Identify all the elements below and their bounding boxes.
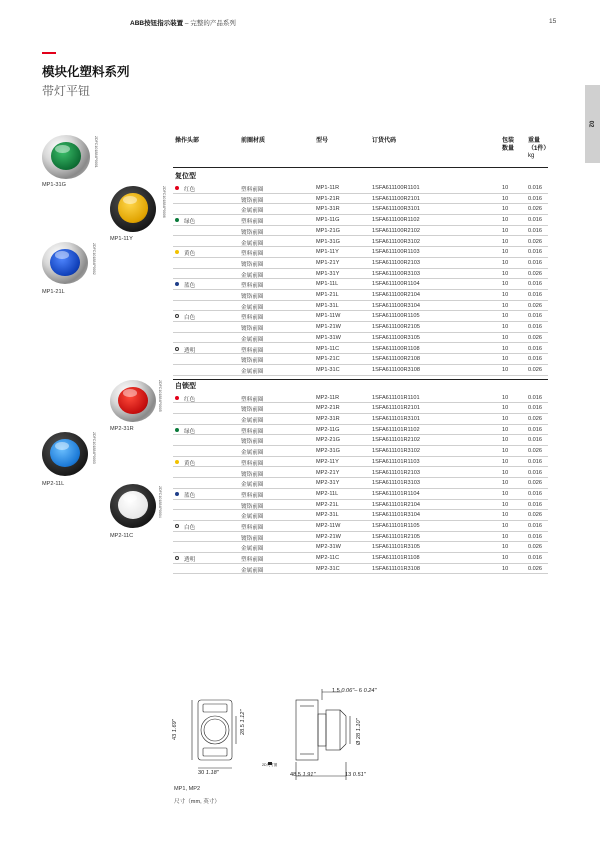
- cell-color: 黄色: [184, 460, 196, 467]
- cell-order-code: 1SFA611101R1104: [372, 490, 420, 497]
- cell-weight: 0.016: [528, 292, 542, 298]
- cell-order-code: 1SFA611101R1101: [372, 394, 420, 401]
- cell-weight: 0.026: [528, 366, 542, 373]
- table-row: [173, 414, 548, 425]
- front-view-bezel: [201, 716, 229, 744]
- section-tab: [585, 85, 600, 163]
- product-code: 2DFC101884P0002: [92, 243, 96, 275]
- cell-order-code: 1SFA611100R1108: [372, 345, 420, 352]
- front-view-top-clip: [203, 704, 227, 712]
- cell-weight: 0.016: [528, 313, 542, 320]
- cell-pack-qty: 10: [502, 185, 509, 191]
- cell-type: MP2-11L: [316, 490, 339, 497]
- cell-type: MP1-21R: [316, 195, 340, 202]
- color-dot-icon: [175, 460, 179, 464]
- table-row: [173, 403, 548, 414]
- col-header-operator: 操作头部: [175, 138, 200, 144]
- cell-pack-qty: 10: [502, 405, 509, 412]
- product-code: 2DFC101884P0004: [158, 486, 162, 518]
- cell-weight: 0.016: [528, 227, 542, 234]
- product-photo-green: [42, 135, 90, 179]
- product-code: 2DFC101884P0001: [94, 136, 98, 168]
- table-rule: [173, 167, 548, 168]
- cell-weight: 0.026: [528, 512, 542, 519]
- cell-color: 蓝色: [184, 492, 196, 499]
- table-row: [173, 311, 548, 322]
- product-photo-blue: [42, 242, 88, 284]
- table-row: [173, 521, 548, 532]
- cell-type: MP2-11R: [316, 394, 340, 401]
- cell-order-code: 1SFA611100R1103: [372, 249, 420, 256]
- cell-order-code: 1SFA611101R2103: [372, 469, 420, 476]
- color-dot-icon: [175, 186, 179, 190]
- cell-color: 黄色: [184, 251, 196, 258]
- product-label: MP1-11Y: [110, 236, 133, 242]
- cell-pack-qty: 10: [502, 490, 509, 497]
- color-dot-icon: [175, 492, 179, 496]
- cell-bezel: 塑料前圈: [241, 460, 264, 467]
- cell-type: MP1-11G: [316, 217, 340, 224]
- cell-bezel: 金属前圈: [241, 240, 264, 247]
- product-label: MP2-11C: [110, 533, 134, 539]
- cell-bezel: 镀铬前圈: [241, 471, 264, 478]
- cell-pack-qty: 10: [502, 458, 509, 465]
- accent-bar: [42, 52, 56, 54]
- cell-weight: 0.016: [528, 281, 542, 288]
- cell-pack-qty: 10: [502, 238, 509, 245]
- table-row: [173, 279, 548, 290]
- cell-order-code: 1SFA611101R3103: [372, 480, 420, 487]
- cell-order-code: 1SFA611101R1105: [372, 523, 420, 529]
- cell-type: MP1-31L: [316, 302, 339, 309]
- cell-type: MP1-31G: [316, 238, 340, 245]
- cell-weight: 0.016: [528, 249, 542, 256]
- cell-type: MP1-11Y: [316, 249, 339, 256]
- cell-order-code: 1SFA611100R3108: [372, 366, 420, 373]
- cell-pack-qty: 10: [502, 394, 509, 401]
- color-dot-icon: [175, 250, 179, 254]
- color-dot-icon: [175, 428, 179, 432]
- product-photo-lightblue: [42, 432, 88, 476]
- cell-order-code: 1SFA611101R3108: [372, 565, 420, 572]
- cell-pack-qty: 10: [502, 416, 509, 422]
- cell-bezel: 镀铬前圈: [241, 197, 264, 204]
- cell-bezel: 金属前圈: [241, 418, 264, 424]
- col-header-pack-line1: 包装: [502, 138, 515, 144]
- product-label: MP1-31G: [42, 182, 66, 188]
- front-view-bottom-clip: [203, 748, 227, 756]
- side-view-body: [296, 700, 318, 760]
- cell-type: MP1-21L: [316, 292, 339, 298]
- side-view-bezel: [326, 710, 340, 750]
- cell-pack-qty: 10: [502, 292, 509, 298]
- table-row: [173, 393, 548, 404]
- cell-bezel: 塑料前圈: [241, 492, 264, 499]
- cell-type: MP2-21R: [316, 405, 340, 412]
- cell-weight: 0.026: [528, 302, 542, 309]
- col-header-type: 型号: [316, 138, 329, 144]
- color-dot-icon: [175, 218, 179, 222]
- cell-bezel: 镀铬前圈: [241, 261, 264, 268]
- cell-type: MP1-31Y: [316, 270, 340, 277]
- cell-pack-qty: 10: [502, 480, 509, 487]
- table-row: [173, 237, 548, 248]
- col-header-order: 订货代码: [372, 138, 397, 144]
- table-row: [173, 564, 548, 575]
- cell-pack-qty: 10: [502, 195, 509, 202]
- cell-weight: 0.016: [528, 555, 542, 562]
- cell-weight: 0.016: [528, 523, 542, 529]
- cell-type: MP2-11G: [316, 426, 340, 433]
- cell-bezel: 塑料前圈: [241, 396, 264, 403]
- cell-bezel: 塑料前圈: [241, 283, 264, 290]
- cell-color: 红色: [184, 187, 196, 193]
- table-row: [173, 247, 548, 258]
- cell-pack-qty: 10: [502, 555, 509, 562]
- table-row: [173, 215, 548, 226]
- front-view-cap: [204, 719, 226, 741]
- cell-order-code: 1SFA611101R2105: [372, 533, 420, 540]
- cell-weight: 0.016: [528, 345, 542, 352]
- cell-order-code: 1SFA611101R3105: [372, 544, 420, 551]
- cell-bezel: 金属前圈: [241, 368, 264, 375]
- cell-weight: 0.016: [528, 356, 542, 363]
- table-row: [173, 204, 548, 215]
- cell-bezel: 金属前圈: [241, 514, 264, 521]
- color-dot-icon: [175, 396, 179, 400]
- cell-order-code: 1SFA611101R3101: [372, 416, 420, 422]
- cell-type: MP2-11C: [316, 555, 340, 562]
- cell-weight: 0.026: [528, 480, 542, 487]
- cell-bezel: 镀铬前圈: [241, 294, 264, 300]
- cell-weight: 0.026: [528, 544, 542, 551]
- col-header-weight-unit: kg: [528, 153, 535, 159]
- cell-bezel: 镀铬前圈: [241, 326, 264, 333]
- cell-type: MP1-11L: [316, 281, 339, 288]
- cell-order-code: 1SFA611101R2101: [372, 405, 420, 412]
- product-label: MP2-11L: [42, 481, 65, 487]
- cell-type: MP2-11W: [316, 523, 341, 529]
- cell-weight: 0.026: [528, 270, 542, 277]
- cell-bezel: 镀铬前圈: [241, 439, 264, 446]
- product-label: MP2-31R: [110, 426, 134, 432]
- table-row: [173, 489, 548, 500]
- col-header-pack-line2: 数量: [502, 145, 515, 152]
- product-photo-clear: [110, 484, 156, 528]
- cell-pack-qty: 10: [502, 302, 509, 309]
- product-code: 2DFC101884P0003: [92, 432, 96, 464]
- cell-type: MP2-31Y: [316, 480, 340, 487]
- cell-type: MP2-21G: [316, 437, 340, 444]
- table-row: [173, 542, 548, 553]
- cell-bezel: 金属前圈: [241, 482, 264, 489]
- cell-pack-qty: 10: [502, 249, 509, 256]
- table-row: [173, 553, 548, 564]
- cell-bezel: 塑料前圈: [241, 557, 264, 564]
- table-row: [173, 344, 548, 355]
- cell-type: MP1-21C: [316, 356, 340, 363]
- cell-order-code: 1SFA611101R2102: [372, 437, 420, 444]
- cell-bezel: 金属前圈: [241, 208, 264, 215]
- cell-type: MP2-31W: [316, 544, 341, 551]
- dim-diameter: Ø 28 1.10": [356, 718, 362, 745]
- cell-weight: 0.016: [528, 394, 542, 401]
- cell-weight: 0.026: [528, 206, 542, 213]
- cell-weight: 0.016: [528, 426, 542, 433]
- product-label: MP1-21L: [42, 289, 65, 295]
- cell-bezel: 镀铬前圈: [241, 503, 264, 510]
- cell-type: MP2-31L: [316, 512, 339, 519]
- cell-type: MP1-21G: [316, 227, 340, 234]
- color-dot-icon: [175, 282, 179, 286]
- cell-color: 蓝色: [184, 283, 196, 290]
- cell-pack-qty: 10: [502, 206, 509, 213]
- dim-top: 1.5 0.06"– 6 0.24": [332, 688, 377, 694]
- cell-weight: 0.016: [528, 490, 542, 497]
- table-row: [173, 532, 548, 543]
- cell-type: MP1-31W: [316, 334, 341, 341]
- cell-color: 透明: [184, 347, 196, 354]
- cell-color: 绿色: [184, 428, 196, 435]
- cell-order-code: 1SFA611100R2105: [372, 324, 420, 331]
- table-row: [173, 468, 548, 479]
- table-row: [173, 301, 548, 312]
- cell-bezel: 塑料前圈: [241, 219, 264, 226]
- cell-color: 白色: [184, 525, 196, 531]
- cell-weight: 0.016: [528, 217, 542, 224]
- cell-type: MP2-21L: [316, 501, 339, 508]
- cell-pack-qty: 10: [502, 533, 509, 540]
- dim-length: 48.5 1.91": [290, 772, 316, 778]
- cell-bezel: 金属前圈: [241, 336, 264, 343]
- cell-weight: 0.026: [528, 416, 542, 422]
- cell-order-code: 1SFA611100R3101: [372, 206, 420, 213]
- cell-weight: 0.016: [528, 259, 542, 266]
- section-tab-label: 02: [587, 120, 594, 128]
- table-row: [173, 354, 548, 365]
- cell-type: MP1-11R: [316, 185, 340, 191]
- table-row: [173, 258, 548, 269]
- cell-order-code: 1SFA611100R2102: [372, 227, 420, 234]
- cell-weight: 0.016: [528, 185, 542, 191]
- table-row: [173, 333, 548, 344]
- cell-bezel: 塑料前圈: [241, 251, 264, 258]
- cell-order-code: 1SFA611100R2103: [372, 259, 420, 266]
- cell-bezel: 镀铬前圈: [241, 407, 264, 414]
- cell-pack-qty: 10: [502, 512, 509, 519]
- cell-weight: 0.016: [528, 437, 542, 444]
- cell-type: MP2-11Y: [316, 458, 339, 465]
- cell-pack-qty: 10: [502, 523, 509, 529]
- color-dot-icon: [175, 524, 179, 528]
- cell-pack-qty: 10: [502, 259, 509, 266]
- table-row: [173, 500, 548, 511]
- cell-order-code: 1SFA611100R1102: [372, 217, 420, 224]
- cell-color: 透明: [184, 557, 196, 564]
- cell-bezel: 镀铬前圈: [241, 358, 264, 365]
- table-row: [173, 478, 548, 489]
- table-row: [173, 425, 548, 436]
- cell-type: MP2-21Y: [316, 469, 340, 476]
- cell-type: MP1-11C: [316, 345, 340, 352]
- cell-type: MP1-11W: [316, 313, 341, 320]
- cell-bezel: 塑料前圈: [241, 428, 264, 435]
- product-code: 2DFC101884P0006: [162, 186, 166, 218]
- cell-type: MP1-31R: [316, 206, 340, 213]
- cell-bezel: 塑料前圈: [241, 315, 264, 322]
- color-dot-icon: [175, 314, 179, 318]
- cell-pack-qty: 10: [502, 469, 509, 476]
- cell-pack-qty: 10: [502, 270, 509, 277]
- col-header-pack: [502, 138, 514, 153]
- drawing-caption-models: MP1, MP2: [174, 786, 201, 792]
- table-row: [173, 183, 548, 194]
- cell-pack-qty: 10: [502, 356, 509, 363]
- cell-order-code: 1SFA611100R3102: [372, 238, 420, 245]
- cell-weight: 0.016: [528, 533, 542, 540]
- cell-pack-qty: 10: [502, 501, 509, 508]
- col-header-weight: [528, 138, 549, 161]
- header-brand: ABB按钮指示装置: [130, 20, 184, 27]
- drawing-caption-units: 尺寸（mm, 英寸）: [174, 799, 220, 805]
- cell-bezel: 金属前圈: [241, 272, 264, 279]
- running-header: [130, 18, 236, 27]
- cell-pack-qty: 10: [502, 334, 509, 341]
- cell-order-code: 1SFA611100R1101: [372, 185, 420, 191]
- cell-pack-qty: 10: [502, 217, 509, 224]
- table-row: [173, 510, 548, 521]
- cell-weight: 0.016: [528, 501, 542, 508]
- cell-pack-qty: 10: [502, 324, 509, 331]
- cell-order-code: 1SFA611101R2104: [372, 501, 420, 508]
- cell-pack-qty: 10: [502, 227, 509, 234]
- cell-weight: 0.016: [528, 405, 542, 412]
- cell-bezel: 塑料前圈: [241, 347, 264, 354]
- cell-order-code: 1SFA611101R1108: [372, 555, 420, 562]
- cell-bezel: 塑料前圈: [241, 525, 264, 531]
- cell-pack-qty: 10: [502, 544, 509, 551]
- table-row: [173, 435, 548, 446]
- col-header-weight-line1: 重量: [528, 138, 541, 144]
- cell-type: MP1-21Y: [316, 259, 340, 266]
- dim-end: 13 0.51": [345, 772, 366, 778]
- product-photo-yellow: [110, 186, 156, 232]
- dim-height: 43 1.69": [172, 719, 178, 740]
- cell-bezel: 镀铬前圈: [241, 229, 264, 236]
- table-row: [173, 365, 548, 376]
- cell-weight: 0.016: [528, 458, 542, 465]
- cell-order-code: 1SFA611100R1104: [372, 281, 420, 288]
- cell-order-code: 1SFA611100R3104: [372, 302, 420, 309]
- header-section: – 完整的产品系列: [184, 20, 236, 27]
- cell-order-code: 1SFA611100R3105: [372, 334, 420, 341]
- cell-pack-qty: 10: [502, 426, 509, 433]
- cell-order-code: 1SFA611101R3104: [372, 512, 420, 519]
- product-photo-red: [110, 380, 156, 422]
- cell-pack-qty: 10: [502, 366, 509, 373]
- cell-pack-qty: 10: [502, 281, 509, 288]
- table-row: [173, 322, 548, 333]
- table-row: [173, 269, 548, 280]
- cell-bezel: 金属前圈: [241, 567, 264, 574]
- dim-small-note: 2D尺寸图: [262, 763, 278, 767]
- table-row: [173, 446, 548, 457]
- cell-color: 绿色: [184, 219, 196, 226]
- product-code: 2DFC101884P0005: [158, 380, 162, 412]
- dim-width: 30 1.18": [198, 770, 219, 776]
- cell-bezel: 塑料前圈: [241, 187, 264, 193]
- dim-inner: 28.5 1.12": [240, 709, 246, 735]
- cell-weight: 0.016: [528, 324, 542, 331]
- page-title: 模块化塑料系列: [42, 65, 130, 79]
- col-header-bezel: 前圈材质: [241, 138, 266, 144]
- cell-order-code: 1SFA611100R2104: [372, 292, 420, 298]
- cell-pack-qty: 10: [502, 345, 509, 352]
- cell-order-code: 1SFA611100R2108: [372, 356, 420, 363]
- cell-order-code: 1SFA611100R1105: [372, 313, 420, 320]
- cell-type: MP2-31G: [316, 448, 340, 455]
- cell-color: 红色: [184, 396, 196, 403]
- table-row: [173, 194, 548, 205]
- cell-type: MP2-21W: [316, 533, 341, 540]
- cell-weight: 0.026: [528, 238, 542, 245]
- cell-pack-qty: 10: [502, 565, 509, 572]
- col-header-weight-line2: （1件）: [528, 145, 550, 152]
- cell-bezel: 镀铬前圈: [241, 535, 264, 542]
- section-title: 自锁型: [175, 382, 196, 390]
- cell-pack-qty: 10: [502, 448, 509, 455]
- page-subtitle: 带灯平钮: [42, 84, 91, 98]
- cell-bezel: 金属前圈: [241, 450, 264, 457]
- table-row: [173, 457, 548, 468]
- table-row: [173, 290, 548, 301]
- cell-order-code: 1SFA611101R1103: [372, 458, 420, 465]
- cell-pack-qty: 10: [502, 313, 509, 320]
- cell-type: MP2-31R: [316, 416, 340, 422]
- cell-order-code: 1SFA611100R2101: [372, 195, 420, 202]
- cell-order-code: 1SFA611101R1102: [372, 426, 420, 433]
- cell-weight: 0.016: [528, 195, 542, 202]
- cell-weight: 0.016: [528, 469, 542, 476]
- table-rule: [173, 379, 548, 380]
- table-row: [173, 226, 548, 237]
- cell-order-code: 1SFA611101R3102: [372, 448, 420, 455]
- page-number: 15: [549, 18, 557, 25]
- cell-color: 白色: [184, 315, 196, 322]
- cell-bezel: 金属前圈: [241, 546, 264, 553]
- side-view-collar: [318, 714, 326, 746]
- cell-type: MP1-21W: [316, 324, 341, 331]
- cell-pack-qty: 10: [502, 437, 509, 444]
- cell-type: MP2-31C: [316, 565, 340, 572]
- cell-weight: 0.026: [528, 334, 542, 341]
- cell-weight: 0.026: [528, 565, 542, 572]
- cell-type: MP1-31C: [316, 366, 340, 373]
- color-dot-icon: [175, 347, 179, 351]
- section-title: 复位型: [175, 173, 196, 180]
- cell-order-code: 1SFA611100R3103: [372, 270, 420, 277]
- cell-weight: 0.026: [528, 448, 542, 455]
- cell-bezel: 金属前圈: [241, 304, 264, 311]
- color-dot-icon: [175, 556, 179, 560]
